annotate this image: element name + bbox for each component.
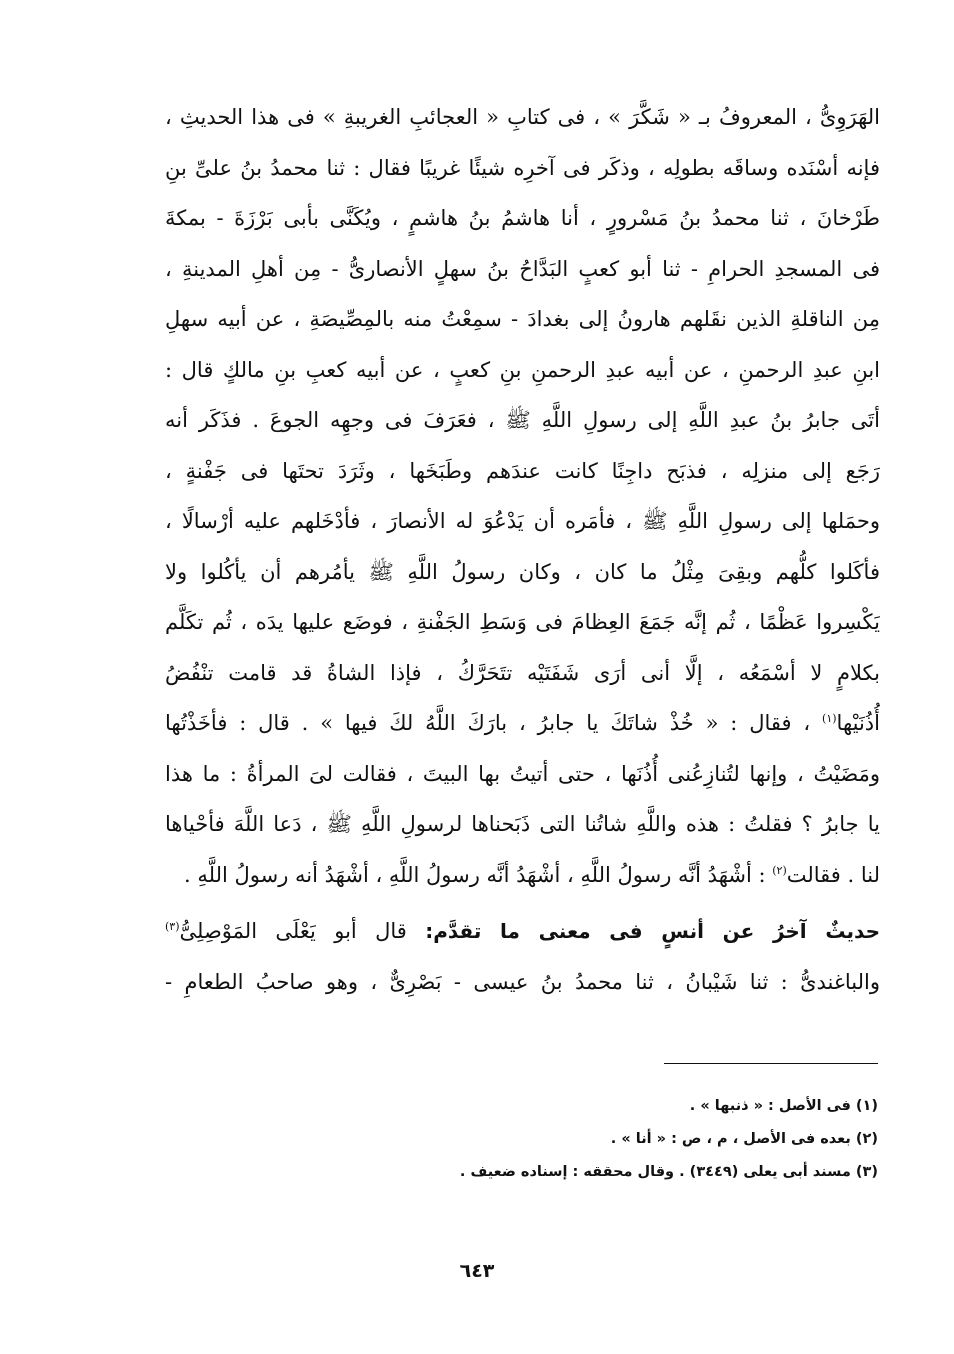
text-line-7: أتَى جابرُ بنُ عبدِ اللَّهِ إلى رسولِ اللَّهِ ﷺ ، فعَرَفَ فى وجهِه الجوعَ . فذَكَر أنه xyxy=(165,408,880,432)
text-line-18: والباغندىُّ : ثنا شَيْبانُ ، ثنا محمدُ بنُ عيسى - بَصْرِىٌّ ، وهو صاحبُ الطعامِ - xyxy=(165,969,880,994)
text-line-16 xyxy=(165,850,880,901)
text-line-12: بكلامٍ لا أسْمَعُه ، إلَّا أنى أرَى شَفَتَيْه تتَحَرَّكُ ، فإذا الشاةُ قد قامت تنْفُضُ xyxy=(165,660,880,685)
text-line-16-start: لنا . فقالت xyxy=(786,862,880,887)
text-line-14: ومَضَيْتُ ، وإنها لتُنازِعُنى أُذُنَها ، حتى أتيتُ بها البيتَ ، فقالت لىَ المرأةُ : ما هذا xyxy=(165,761,880,786)
section-heading-line xyxy=(165,906,880,957)
footnote-2: (٢) بعده فى الأصل ، م ، ص : « أنا » . xyxy=(610,1131,878,1147)
text-line-11: يَكْسِروا عَظْمًا ، ثُم إنَّه جَمَعَ العِظامَ فى وَسَطِ الجَفْنةِ ، فوضَع عليها يدَه ، ثُم تكَلَّم xyxy=(165,610,880,634)
footnote-ref-1: (١) xyxy=(822,712,837,725)
footnote-ref-2: (٢) xyxy=(772,863,787,877)
footnote-3: (٣) مسند أبى يعلى (٣٤٤٩) . وقال محققه : إسناده ضعيف . xyxy=(459,1164,878,1180)
text-line-9: وحمَلها إلى رسولِ اللَّهِ ﷺ ، فأمَره أن يَدْعُوَ له الأنصارَ ، فأدْخَلهم عليه أرْسالًا ، xyxy=(165,509,880,533)
main-text xyxy=(165,92,880,1007)
footnote-divider xyxy=(664,1063,878,1064)
text-line-6: ابنِ عبدِ الرحمنِ ، عن أبيه عبدِ الرحمنِ بنِ كعبٍ ، عن أبيه كعبِ بنِ مالكٍ قال : xyxy=(165,357,880,382)
text-line-2: فإنه أسْنَده وساقَه بطولِه ، وذكَر فى آخرِه شيئًا غريبًا فقال : ثنا محمدُ بنُ علىِّ بنِ xyxy=(165,155,880,180)
text-line-10: فأكَلوا كلُّهم وبقِىَ مِثْلُ ما كان ، وكان رسولُ اللَّهِ ﷺ يأمُرهم أن يأكُلوا ولا xyxy=(165,559,880,584)
section-heading: حديثٌ آخرُ عن أنسٍ فى معنى ما تقدَّم: xyxy=(425,919,880,943)
footnotes xyxy=(400,1090,878,1189)
text-line-13-start: أُذُنَيْها xyxy=(836,711,880,735)
text-line-3: طَرْخانَ ، ثنا محمدُ بنُ مَسْرورٍ ، أنا هاشمُ بنُ هاشمٍ ، ويُكَنَّى بأبى بَرْزَةَ - بمكةَ xyxy=(165,206,880,230)
text-line-16-end: : أشْهَدُ أنَّه رسولُ اللَّهِ ، أشْهَدُ أنَّه رسولُ اللَّهِ ، أشْهَدُ أنه رسولُ اللَّهِ . xyxy=(184,862,773,887)
text-line-1: الهَرَوِىُّ ، المعروفُ بـ « شَكَّرَ » ، فى كتابِ « العجائبِ الغريبةِ » فى هذا الحديثِ ، xyxy=(165,105,880,129)
text-line-13 xyxy=(165,698,880,749)
text-line-5: مِن الناقلةِ الذين نقَلهم هارونُ إلى بغدادَ - سمِعْتُ منه بالمِصِّيصَةِ ، عن أبيه سهلِ xyxy=(165,307,880,331)
text-line-4: فى المسجدِ الحرامِ - ثنا أبو كعبٍ البَدَّاحُ بنُ سهلٍ الأنصارىُّ - مِن أهلِ المدينةِ ، xyxy=(165,256,880,281)
text-line-15: يا جابرُ ؟ فقلتُ : هذه واللَّهِ شاتُنا التى ذَبَحناها لرسولِ اللَّهِ ﷺ ، دَعا اللَّهَ فأحْياها xyxy=(165,812,880,836)
footnote-1: (١) فى الأصل : « ذنبها » . xyxy=(689,1098,878,1114)
heading-line-rest: قال أبو يَعْلَى المَوْصِلِىُّ xyxy=(179,919,426,943)
text-line-13-end: ، فقال : « خُذْ شاتَكَ يا جابرُ ، بارَكَ اللَّهُ لكَ فيها » . قال : فأخَذْتُها xyxy=(165,711,823,735)
footnote-ref-3: (٣) xyxy=(165,920,180,933)
text-line-8: رَجَع إلى منزلِه ، فذبَح داجِنًا كانت عندَهم وطَبَخَها ، وثَرَدَ تحتَها فى جَفْنةٍ ، xyxy=(165,458,880,483)
page-number: ٦٤٣ xyxy=(459,1260,495,1282)
